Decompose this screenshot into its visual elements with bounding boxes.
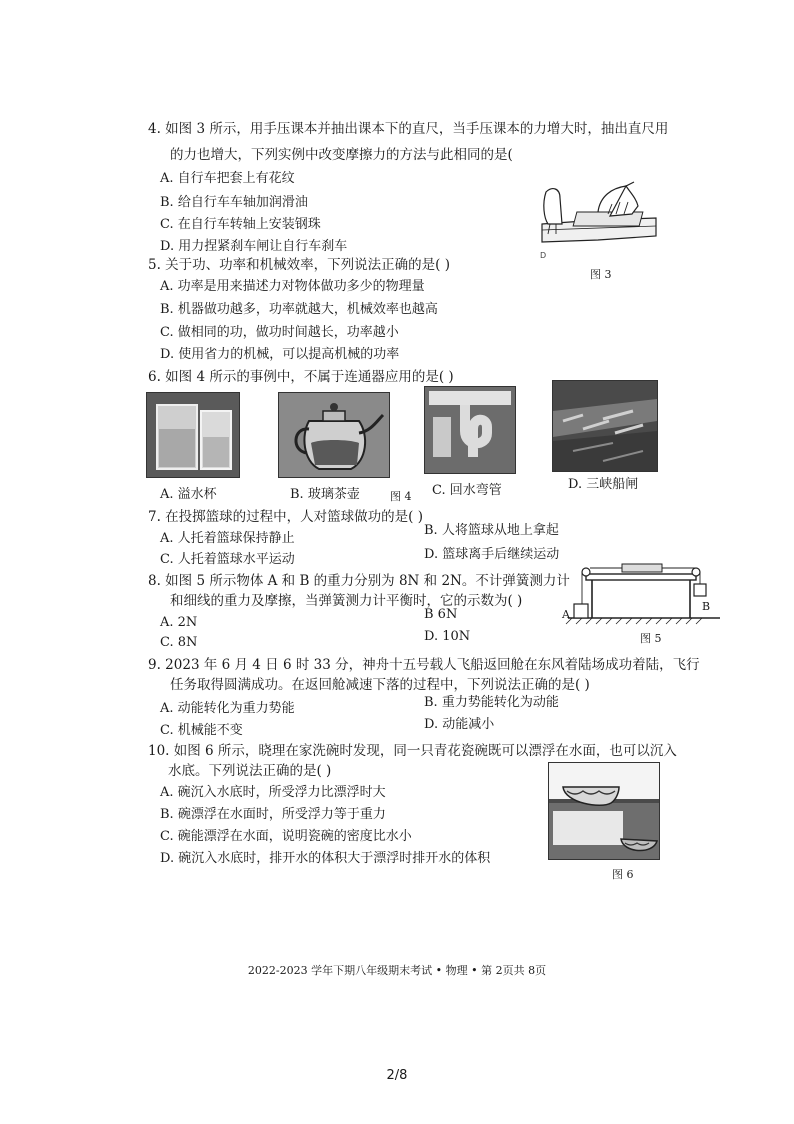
page-footer: 2022-2023 学年下期八年级期末考试 • 物理 • 第 2页共 8页	[247, 964, 547, 977]
figure-4-caption: 图 4	[390, 490, 412, 503]
q9-option-a: A. 动能转化为重力势能	[160, 701, 295, 716]
q8-line1: 8. 如图 5 所示物体 A 和 B 的重力分别为 8N 和 2N。不计弹簧测力计	[148, 573, 570, 589]
figure-5-label-b: B	[702, 600, 711, 613]
svg-text:D: D	[540, 251, 547, 260]
q7-option-a: A. 人托着篮球保持静止	[160, 531, 295, 546]
q8-option-a: A. 2N	[160, 615, 198, 630]
q9-option-b: B. 重力势能转化为动能	[424, 695, 559, 710]
q9-line2: 任务取得圆满成功。在返回舱减速下落的过程中，下列说法正确的是( )	[170, 677, 590, 693]
q5-option-b: B. 机器做功越多，功率就越大，机械效率也越高	[160, 302, 438, 317]
photo-ship-lock	[552, 380, 658, 472]
q8-option-c: C. 8N	[160, 635, 198, 650]
figure-5-caption: 图 5	[640, 632, 662, 645]
q7-option-c: C. 人托着篮球水平运动	[160, 552, 295, 567]
figure-6-caption: 图 6	[612, 868, 634, 881]
q10-option-a: A. 碗沉入水底时，所受浮力比漂浮时大	[160, 785, 386, 800]
q5-option-c: C. 做相同的功，做功时间越长，功率越小	[160, 325, 399, 340]
q5-option-a: A. 功率是用来描述力对物体做功多少的物理量	[160, 279, 425, 294]
q6-option-a: A. 溢水杯	[160, 487, 217, 502]
q9-option-d: D. 动能减小	[424, 717, 495, 732]
q4-line1: 4. 如图 3 所示，用手压课本并抽出课本下的直尺，当手压课本的力增大时，抽出直尺用	[148, 121, 669, 137]
q9-line1: 9. 2023 年 6 月 4 日 6 时 33 分，神舟十五号载人飞船返回舱在东风着陆场成功着陆，飞行	[148, 657, 700, 673]
q4-option-d: D. 用力捏紧刹车闸让自行车刹车	[160, 239, 348, 254]
q10-option-b: B. 碗漂浮在水面时，所受浮力等于重力	[160, 807, 386, 822]
q10-line2: 水底。下列说法正确的是( )	[168, 763, 332, 779]
figure-3-caption: 图 3	[590, 268, 612, 281]
q5-option-d: D. 使用省力的机械，可以提高机械的功率	[160, 347, 400, 362]
figure-3-illustration	[538, 178, 662, 264]
figure-5-label-a: A	[562, 608, 570, 621]
q6-option-b: B. 玻璃茶壶	[290, 487, 360, 502]
q9-option-c: C. 机械能不变	[160, 723, 243, 738]
photo-glass-teapot	[278, 392, 390, 478]
q4-line2: 的力也增大，下列实例中改变摩擦力的方法与此相同的是(	[170, 147, 513, 163]
figure-5-illustration	[560, 560, 726, 630]
q10-line1: 10. 如图 6 所示，晓理在家洗碗时发现，同一只青花瓷碗既可以漂浮在水面，也可以沉入	[148, 743, 677, 759]
q6-option-c: C. 回水弯管	[432, 483, 502, 498]
q7-stem: 7. 在投掷篮球的过程中，人对篮球做功的是( )	[148, 509, 423, 525]
q8-option-b: B 6N	[424, 607, 458, 622]
q10-option-c: C. 碗能漂浮在水面，说明瓷碗的密度比水小	[160, 829, 412, 844]
photo-overflow-cup	[146, 392, 240, 478]
q5-stem: 5. 关于功、功率和机械效率，下列说法正确的是( )	[148, 257, 450, 273]
q8-line2: 和细线的重力及摩擦，当弹簧测力计平衡时，它的示数为( )	[170, 593, 523, 609]
q4-option-c: C. 在自行车转轴上安装钢珠	[160, 217, 321, 232]
q7-option-d: D. 篮球离手后继续运动	[424, 547, 560, 562]
photo-trap-pipe	[424, 386, 516, 474]
q6-option-d: D. 三峡船闸	[568, 477, 639, 492]
q7-option-b: B. 人将篮球从地上拿起	[424, 523, 559, 538]
q6-stem: 6. 如图 4 所示的事例中，不属于连通器应用的是( )	[148, 369, 454, 385]
q4-option-b: B. 给自行车车轴加润滑油	[160, 195, 308, 210]
photo-bowls-in-water	[548, 762, 660, 860]
q8-option-d: D. 10N	[424, 629, 471, 644]
q10-option-d: D. 碗沉入水底时，排开水的体积大于漂浮时排开水的体积	[160, 851, 491, 866]
q4-option-a: A. 自行车把套上有花纹	[160, 171, 295, 186]
page-number: 2/8	[386, 1068, 408, 1083]
